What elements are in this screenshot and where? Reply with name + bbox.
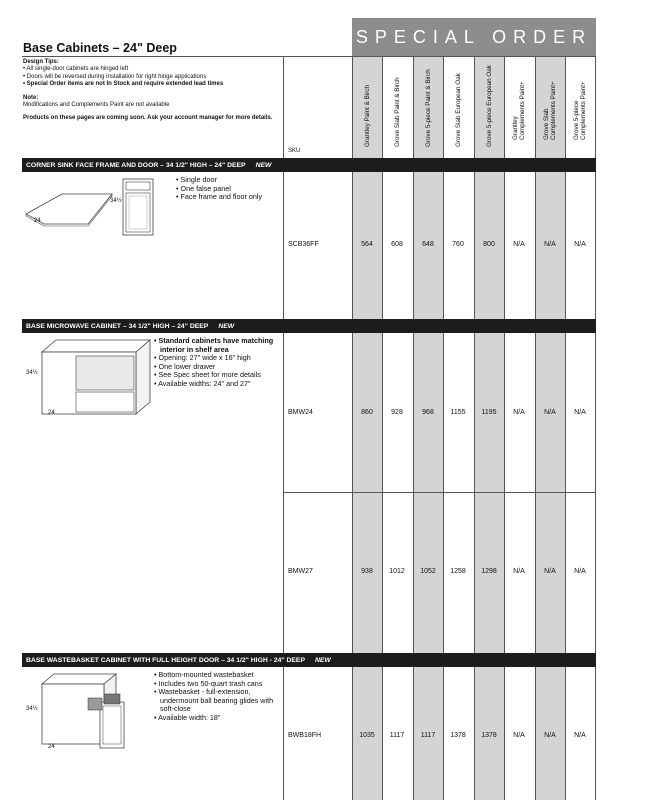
price-cell: N/A xyxy=(574,568,586,575)
feature-item: • One lower drawer xyxy=(154,363,284,372)
column-header-label: Grove 5-piece Complements Paint+ xyxy=(573,81,587,140)
price-cell: 1378 xyxy=(481,732,497,739)
price-cell: 1378 xyxy=(450,732,466,739)
design-tips-heading: Design Tips: xyxy=(23,59,59,65)
feature-item: • See Spec sheet for more details xyxy=(154,371,284,380)
column-header-label: Grove Slab Paint & Birch xyxy=(394,77,401,147)
section-heading-text: BASE MICROWAVE CABINET – 34 1/2" HIGH – 24" DEEP xyxy=(26,322,209,330)
price-cell: 968 xyxy=(422,409,434,416)
column-header xyxy=(535,62,565,154)
feature-item-bold: • Standard cabinets have matching interior in shelf area xyxy=(154,337,284,354)
price-cell: N/A xyxy=(544,732,556,739)
width-dimension: 24 xyxy=(48,410,55,416)
column-header xyxy=(352,62,382,154)
price-cell: N/A xyxy=(574,409,586,416)
price-cell: 1012 xyxy=(389,568,405,575)
column-header-label: Grantley Complements Paint+ xyxy=(512,81,526,140)
note-heading: Note: xyxy=(23,94,39,101)
sku-cell: BMW24 xyxy=(288,409,313,416)
new-badge: NEW xyxy=(255,161,272,169)
note-text: Modifications and Complements Paint are not available xyxy=(23,102,170,109)
wastebasket-features xyxy=(154,671,280,723)
section-heading-text: BASE WASTEBASKET CABINET WITH FULL HEIGHT DOOR – 34 1/2" HIGH - 24" DEEP xyxy=(26,656,305,664)
section-heading-corner-sink xyxy=(22,158,596,172)
tip-item: • All single-door cabinets are hinged left xyxy=(23,66,281,73)
tip-item-special: • Special Order items are not In Stock and require extended lead times xyxy=(23,81,281,88)
height-dimension: 34½ xyxy=(110,198,122,204)
price-cell: 1298 xyxy=(481,568,497,575)
feature-item: • Opening: 27" wide x 16" high xyxy=(154,354,284,363)
price-cell: 1117 xyxy=(420,732,436,739)
column-header-label: Grove 5-piece Paint & Birch xyxy=(425,69,432,147)
price-cell: 938 xyxy=(361,568,373,575)
page-title: Base Cabinets – 24" Deep xyxy=(23,41,177,55)
feature-item: • Available width: 18" xyxy=(154,714,280,723)
height-dimension: 34½ xyxy=(26,370,38,376)
width-dimension: 24 xyxy=(34,218,41,224)
column-header xyxy=(565,62,595,154)
price-cell: N/A xyxy=(513,568,525,575)
wastebasket-cabinet-drawing xyxy=(40,672,132,750)
column-header-label: Grantley Paint & Birch xyxy=(364,85,371,147)
feature-item: • Available widths: 24" and 27" xyxy=(154,380,284,389)
design-tips xyxy=(23,59,281,123)
column-header xyxy=(413,62,443,154)
new-badge: NEW xyxy=(314,656,331,664)
price-cell: 1258 xyxy=(450,568,466,575)
corner-sink-door-drawing xyxy=(122,178,154,236)
price-cell: 648 xyxy=(422,241,434,248)
sku-cell: BWB18FH xyxy=(288,732,322,739)
microwave-features xyxy=(154,337,284,389)
price-cell: 928 xyxy=(391,409,403,416)
special-order-banner: SPECIAL ORDER xyxy=(352,18,596,56)
column-header xyxy=(504,62,534,154)
section-heading-microwave xyxy=(22,319,596,333)
section-heading-wastebasket xyxy=(22,653,596,667)
column-header-label: Grove 5-piece European Oak xyxy=(486,65,493,147)
sku-header: SKU xyxy=(288,148,301,154)
feature-item: • Face frame and floor only xyxy=(176,193,306,202)
price-cell: N/A xyxy=(544,409,556,416)
coming-soon-text: Products on these pages are coming soon. Ask your account manager for more details. xyxy=(23,115,273,122)
width-dimension: 24 xyxy=(48,744,55,750)
price-cell: 564 xyxy=(361,241,373,248)
corner-sink-features xyxy=(176,176,306,202)
price-cell: 1052 xyxy=(420,568,436,575)
tip-item: • Doors will be reversed during installation for right hinge applications xyxy=(23,74,281,81)
price-cell: N/A xyxy=(544,241,556,248)
sku-cell: BMW27 xyxy=(288,568,313,575)
price-cell: N/A xyxy=(574,241,586,248)
price-cell: 860 xyxy=(361,409,373,416)
price-cell: 608 xyxy=(391,241,403,248)
height-dimension: 34½ xyxy=(26,706,38,712)
section-heading-text: CORNER SINK FACE FRAME AND DOOR – 34 1/2" HIGH – 24" DEEP xyxy=(26,161,246,169)
sku-cell: SCB36FF xyxy=(288,241,319,248)
column-header xyxy=(443,62,473,154)
price-cell: N/A xyxy=(574,732,586,739)
price-cell: N/A xyxy=(513,732,525,739)
price-cell: 1155 xyxy=(450,409,466,416)
feature-item: • Bottom-mounted wastebasket xyxy=(154,671,280,680)
feature-item: • One false panel xyxy=(176,185,306,194)
price-cell: 1117 xyxy=(389,732,405,739)
row-divider xyxy=(283,492,596,493)
column-header-label: Grove Slab European Oak xyxy=(455,73,462,147)
feature-item: • Single door xyxy=(176,176,306,185)
price-cell: 800 xyxy=(483,241,495,248)
microwave-cabinet-drawing xyxy=(40,338,152,416)
feature-item: • Includes two 50-quart trash cans xyxy=(154,680,280,689)
feature-item: • Wastebasket - full-extension, undermount ball bearing glides with soft-close xyxy=(154,688,280,714)
column-header xyxy=(382,62,412,154)
column-header xyxy=(474,62,504,154)
header-rule xyxy=(22,56,596,57)
new-badge: NEW xyxy=(218,322,235,330)
price-cell: 1195 xyxy=(481,409,497,416)
price-cell: N/A xyxy=(544,568,556,575)
price-cell: N/A xyxy=(513,409,525,416)
column-header-label: Grove Slab Complements Paint+ xyxy=(543,81,557,140)
price-cell: 1035 xyxy=(359,732,375,739)
price-cell: 760 xyxy=(452,241,464,248)
price-cell: N/A xyxy=(513,241,525,248)
